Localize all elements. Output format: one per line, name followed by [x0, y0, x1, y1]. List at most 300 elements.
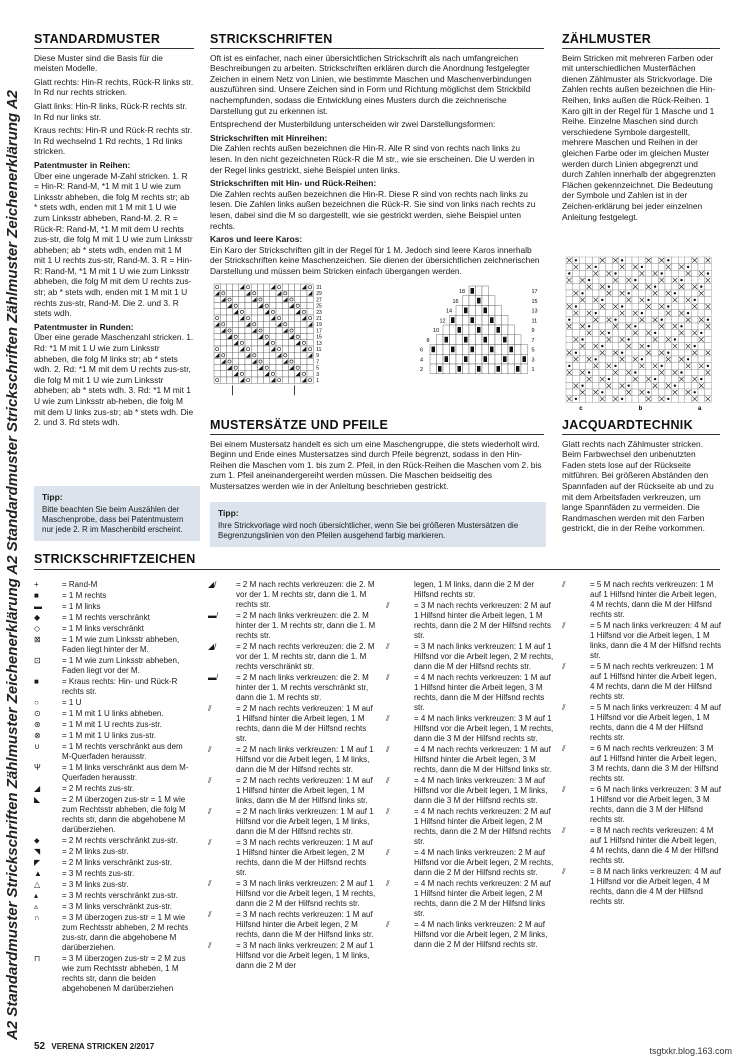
grid-cell	[295, 327, 301, 333]
legend-symbol: ⫽	[562, 703, 566, 712]
dot-mark	[588, 279, 590, 281]
grid-cell	[301, 352, 307, 358]
grid-cell	[652, 277, 659, 284]
grid-cell	[645, 369, 652, 376]
standard-column	[34, 34, 194, 431]
dot-mark	[614, 319, 616, 321]
dot-mark	[647, 345, 649, 347]
grid-cell	[233, 377, 239, 383]
legend-text: = 2 M links verschränkt zus-str.	[62, 858, 173, 867]
legend-text: = 3 M rechts verschränkt zus-str.	[62, 891, 178, 900]
grid-cell	[251, 371, 257, 377]
row-number: 9	[531, 328, 535, 334]
grid-cell	[233, 290, 239, 296]
grid-cell	[220, 371, 226, 377]
grid-cell	[579, 283, 586, 290]
page-number: 52	[34, 1041, 46, 1052]
dot-mark	[621, 398, 623, 400]
grid-cell	[586, 297, 593, 304]
legend-item	[562, 703, 722, 743]
grid-cell	[579, 363, 586, 370]
grid-cell	[264, 334, 270, 340]
grid-cell	[515, 335, 522, 345]
strick-p2: Entsprechend der Musterbildung unterscheiden wir zwei Darstellungsformen:	[210, 119, 496, 130]
grid-cell	[639, 349, 646, 356]
grid-cell	[606, 297, 613, 304]
grid-cell	[443, 345, 450, 355]
grid-cell	[645, 316, 652, 323]
grid-cell	[245, 309, 251, 315]
grid-cell	[652, 343, 659, 350]
grid-cell	[678, 343, 685, 350]
grid-cell	[495, 354, 502, 364]
stitch-mark	[438, 366, 442, 372]
grid-cell	[307, 303, 313, 309]
grid-cell	[606, 343, 613, 350]
legend-symbol: ⫽	[386, 776, 390, 785]
legend-item	[562, 621, 722, 661]
grid-cell	[592, 283, 599, 290]
legend-item	[34, 763, 194, 783]
stitch-mark	[451, 347, 455, 353]
grid-cell	[307, 296, 313, 302]
grid-cell	[495, 335, 502, 345]
row-number: 1	[531, 367, 535, 373]
stitch-mark	[484, 308, 488, 314]
grid-cell	[288, 377, 294, 383]
grid-cell	[220, 321, 226, 327]
legend-symbol: ⫽	[208, 941, 212, 950]
grid-cell	[220, 377, 226, 383]
grid-cell	[469, 354, 476, 364]
grid-cell	[233, 365, 239, 371]
grid-cell	[678, 303, 685, 310]
strick-column	[210, 34, 544, 279]
grid-cell	[463, 315, 470, 325]
legend-text: = 2 M nach links verkreuzen: die 2. M hinter der 1. M rechts verschränkt str, dann die 1. M rechts str.	[236, 673, 369, 702]
legend-item	[34, 836, 194, 846]
grid-cell	[264, 315, 270, 321]
legend-item	[34, 698, 194, 708]
grid-cell	[592, 396, 599, 403]
grid-cell	[678, 297, 685, 304]
grid-cell	[658, 382, 665, 389]
legend-text: = 1 U	[62, 698, 82, 707]
stitch-mark	[445, 356, 449, 362]
legend-col-3	[386, 580, 554, 951]
grid-cell	[665, 369, 672, 376]
row-number: 14	[446, 308, 453, 315]
grid-cell	[251, 340, 257, 346]
grid-cell	[619, 297, 626, 304]
grid-cell	[276, 327, 282, 333]
grid-cell	[226, 284, 232, 290]
stitch-mark	[497, 327, 501, 333]
grid-cell	[645, 323, 652, 330]
grid-cell	[632, 396, 639, 403]
legend-item	[34, 891, 194, 901]
grid-cell	[592, 323, 599, 330]
dot-mark	[581, 338, 583, 340]
legend-item	[208, 807, 376, 837]
grid-cell	[220, 334, 226, 340]
stitch-mark	[471, 347, 475, 353]
grid-cell	[282, 321, 288, 327]
grid-cell	[685, 369, 692, 376]
grid-cell	[632, 336, 639, 343]
legend-text: = 1 M links verschränkt aus dem M-Querfaden herausstr.	[62, 763, 189, 782]
grid-cell	[652, 303, 659, 310]
legend-item	[34, 902, 194, 912]
row-number: 25	[316, 303, 322, 310]
row-number: 9	[316, 353, 319, 360]
grid-cell	[625, 349, 632, 356]
grid-cell	[645, 290, 652, 297]
grid-cell	[295, 334, 301, 340]
legend-text: = 1 M links	[62, 602, 101, 611]
legend-symbol: ⫽	[386, 714, 390, 723]
legend-item	[34, 784, 194, 794]
dot-mark	[667, 398, 669, 400]
legend-symbol: ■	[34, 591, 39, 600]
grid-cell	[251, 352, 257, 358]
grid-cell	[251, 309, 257, 315]
grid-cell	[685, 336, 692, 343]
grid-cell	[270, 321, 276, 327]
grid-cell	[430, 354, 437, 364]
legend-text: = 4 M nach links verkreuzen: 2 M auf Hilfsnd vor die Arbeit legen, 2 M rechts, dann die 2 M der Hilfsnd rechts str.	[414, 848, 554, 877]
grid-cell	[678, 389, 685, 396]
grid-cell	[276, 315, 282, 321]
stitch-mark	[477, 366, 481, 372]
grid-cell	[233, 334, 239, 340]
legend-text: = 8 M nach rechts verkreuzen: 4 M auf 1 Hilfsnd hinter die Arbeit legen, 4 M rechts, dann die 4 M der Hilfsnd rechts str.	[590, 826, 719, 865]
grid-cell	[508, 335, 515, 345]
legend-text: = 3 M nach rechts verkreuzen: 1 M auf 1 Hilfsnd hinter die Arbeit legen, 2 M rechts, dann die M der Hilfsnd rechts str.	[236, 838, 373, 877]
grid-cell	[672, 330, 679, 337]
grid-cell	[456, 315, 463, 325]
grid-cell	[270, 296, 276, 302]
grid-cell	[691, 310, 698, 317]
standard-tip-box	[34, 486, 200, 541]
dot-mark	[694, 345, 696, 347]
grid-cell	[645, 356, 652, 363]
grid-cell	[220, 303, 226, 309]
legend-item	[208, 910, 376, 940]
grid-cell	[573, 283, 580, 290]
dot-mark	[647, 391, 649, 393]
grid-cell	[592, 290, 599, 297]
grid-cell	[586, 389, 593, 396]
legend-text: = 3 M nach links verkreuzen: 2 M auf 1 Hilfsnd vor die Arbeit legen, 1 M rechts, dann die 2 M der Hilfsnd rechts str.	[236, 879, 376, 908]
grid-cell	[257, 315, 263, 321]
stitch-mark	[497, 366, 501, 372]
grid-cell	[264, 377, 270, 383]
grid-cell	[282, 340, 288, 346]
grid-cell	[288, 352, 294, 358]
legend-text: = 3 M nach rechts verkreuzen: 1 M auf Hilfsnd hinter die Arbeit legen, 2 M rechts, dann die M der Hilfsnd links str.	[236, 910, 374, 939]
dot-mark	[707, 272, 709, 274]
legend-text: = 2 M nach links verkreuzen: 1 M auf 1 Hilfsnd vor die Arbeit legen, 1 M links, dann die M der Hilfsnd rechts str.	[236, 745, 374, 774]
dot-mark	[647, 299, 649, 301]
grid-cell	[270, 334, 276, 340]
grid-cell	[698, 264, 705, 271]
dot-mark	[608, 332, 610, 334]
grid-cell	[301, 371, 307, 377]
stitch-mark	[471, 288, 475, 294]
jacquard-text: Glatt rechts nach Zählmuster stricken. Beim Farbwechsel den unbenutzten Faden stets lose auf der Rückseite mitführen. Bei größeren Abständen den Spannfaden auf der Rückseite ab und zu mit dem Arbeitsfaden verkreuzen, um lange Spannfäden zu vermeiden. Die Randmaschen werden mit den Farben gestrickt, die in der Reihe vorkommen.	[562, 438, 714, 534]
grid-cell	[665, 323, 672, 330]
grid-cell	[612, 290, 619, 297]
grid-cell	[632, 270, 639, 277]
grid-cell	[658, 376, 665, 383]
grid-cell	[573, 369, 580, 376]
grid-cell	[579, 303, 586, 310]
grid-cell	[508, 325, 515, 335]
legend-symbol: ◤	[34, 858, 41, 867]
grid-cell	[264, 327, 270, 333]
magazine-name: VERENA STRICKEN 2/2017	[51, 1042, 155, 1051]
grid-cell	[214, 346, 220, 352]
legend-item	[386, 920, 554, 950]
grid-cell	[270, 371, 276, 377]
legend-item	[208, 642, 376, 672]
grid-cell	[301, 334, 307, 340]
grid-cell	[672, 349, 679, 356]
grid-cell	[612, 283, 619, 290]
row-number: 13	[316, 340, 322, 347]
grid-cell	[276, 296, 282, 302]
grid-cell	[502, 364, 509, 374]
grid-cell	[450, 335, 457, 345]
dot-mark	[581, 292, 583, 294]
grid-cell	[214, 377, 220, 383]
grid-cell	[521, 345, 528, 355]
grid-cell	[586, 270, 593, 277]
grid-cell	[639, 376, 646, 383]
grid-cell	[476, 354, 483, 364]
runden-text: Über eine gerade Maschenzahl stricken. 1. Rd: *1 M mit 1 U wie zum Linksstr abheben, die folg M links str; ab * stets wdh. 2. Rd: *1 M mit dem U rechts zus-str, die folg M mit 1 U wie zum Linksstr abheben; ab * stets wdh. 3. Rd: *1 M mit 1 U wie zum Linksstr ab-heben, die folg M mit dem U links zus-str; ab * stets wdh. Die 2. und 3. Rd stets wdh.	[34, 332, 194, 428]
legend-text: = 3 M rechts zus-str.	[62, 869, 135, 878]
legend-text: = 1 M rechts	[62, 591, 107, 600]
stitch-mark	[464, 356, 468, 362]
grid-cell	[645, 336, 652, 343]
legend-text: = Rand-M	[62, 580, 98, 589]
legend-item	[386, 807, 554, 847]
grid-cell	[579, 316, 586, 323]
grid-cell	[270, 352, 276, 358]
grid-cell	[573, 363, 580, 370]
grid-cell	[639, 382, 646, 389]
legend-text: = 2 M nach rechts verkreuzen: 1 M auf 1 Hilfsnd hinter die Arbeit legen, 1 M links, dann die M der Hilfsnd links str.	[236, 776, 373, 805]
grid-cell	[456, 335, 463, 345]
grid-cell	[625, 376, 632, 383]
grid-cell	[579, 356, 586, 363]
grid-cell	[691, 277, 698, 284]
reihen-title: Patentmuster in Reihen:	[34, 159, 131, 170]
muster-column	[210, 420, 544, 495]
grid-cell	[665, 283, 672, 290]
grid-cell	[226, 340, 232, 346]
grid-cell	[515, 354, 522, 364]
legend-symbol: ⊛	[34, 720, 41, 729]
grid-cell	[606, 310, 613, 317]
row-number: 12	[439, 318, 446, 325]
grid-cell	[264, 365, 270, 371]
dot-mark	[621, 259, 623, 261]
grid-cell	[586, 303, 593, 310]
grid-cell	[612, 343, 619, 350]
legend-text: = 1 M rechts verschränkt aus dem M-Querfaden herausstr.	[62, 742, 183, 761]
grid-cell	[586, 382, 593, 389]
grid-cell	[599, 356, 606, 363]
legend-symbol: ⊓	[34, 954, 41, 963]
grid-cell	[658, 330, 665, 337]
grid-cell	[625, 283, 632, 290]
grid-cell	[295, 296, 301, 302]
grid-cell	[672, 316, 679, 323]
grid-cell	[463, 296, 470, 306]
legend-text: = 3 M überzogen zus-str = 2 M zus wie zum Rechtsstr abheben, 1 M rechts str, dann die beiden abgehobenen M darüberziehen	[62, 954, 186, 993]
legend-item	[208, 611, 376, 641]
grid-cell	[685, 257, 692, 264]
grid-cell	[652, 264, 659, 271]
grid-cell	[698, 323, 705, 330]
grid-cell	[515, 345, 522, 355]
grid-cell	[665, 316, 672, 323]
grid-cell	[566, 376, 573, 383]
grid-cell	[625, 330, 632, 337]
grid-cell	[606, 323, 613, 330]
grid-cell	[566, 297, 573, 304]
dot-mark	[568, 365, 570, 367]
grid-cell	[586, 343, 593, 350]
grid-cell	[606, 277, 613, 284]
grid-cell	[233, 358, 239, 364]
legend-symbol	[386, 580, 414, 600]
grid-cell	[639, 257, 646, 264]
grid-cell	[619, 376, 626, 383]
area-label: a	[698, 406, 702, 413]
legend-symbol: ⫽	[386, 807, 390, 816]
grid-cell	[592, 303, 599, 310]
grid-cell	[678, 382, 685, 389]
grid-cell	[658, 343, 665, 350]
grid-cell	[295, 321, 301, 327]
grid-cell	[672, 396, 679, 403]
grid-cell	[489, 364, 496, 374]
stitch-mark	[451, 317, 455, 323]
grid-cell	[566, 310, 573, 317]
dot-mark	[707, 365, 709, 367]
footer	[34, 1041, 154, 1052]
legend-item	[386, 776, 554, 806]
grid-cell	[245, 377, 251, 383]
legend-symbol: ◣	[34, 795, 41, 804]
grid-cell	[239, 358, 245, 364]
grid-cell	[645, 277, 652, 284]
grid-cell	[456, 345, 463, 355]
dot-mark	[680, 371, 682, 373]
legend-item	[34, 602, 194, 612]
grid-cell	[678, 396, 685, 403]
stitch-mark	[523, 356, 527, 362]
grid-cell	[214, 284, 220, 290]
grid-cell	[573, 316, 580, 323]
grid-cell	[579, 270, 586, 277]
grid-cell	[239, 352, 245, 358]
grid-cell	[573, 323, 580, 330]
legend-text: legen, 1 M links, dann die 2 M der Hilfsnd rechts str.	[414, 580, 535, 599]
dot-mark	[588, 325, 590, 327]
grid-cell	[301, 296, 307, 302]
legend-symbol: ⫽	[208, 807, 212, 816]
grid-cell	[257, 340, 263, 346]
grid-cell	[226, 327, 232, 333]
grid-cell	[214, 340, 220, 346]
dot-mark	[674, 292, 676, 294]
legend-symbol: ⫽	[386, 879, 390, 888]
grid-cell	[295, 346, 301, 352]
dot-mark	[654, 378, 656, 380]
legend-text: = 6 M nach links verkreuzen: 3 M auf 1 Hilfsnd vor die Arbeit legen, 3 M rechts, dann die 3 M der Hilfsnd rechts str.	[590, 785, 721, 824]
grid-cell	[276, 346, 282, 352]
grid-cell	[245, 284, 251, 290]
grid-cell	[672, 264, 679, 271]
legend-symbol: ◢/	[208, 642, 217, 651]
dot-mark	[568, 319, 570, 321]
grid-cell	[612, 297, 619, 304]
legend-symbol: ◢	[34, 784, 41, 793]
dot-mark	[595, 358, 597, 360]
sidebar	[0, 0, 30, 1064]
grid-cell	[282, 352, 288, 358]
zaehl-chart	[562, 255, 722, 415]
grid-cell	[288, 358, 294, 364]
grid-cell	[639, 336, 646, 343]
grid-cell	[606, 396, 613, 403]
legend-item	[34, 613, 194, 623]
grid-cell	[698, 297, 705, 304]
reihen-text: Über eine ungerade M-Zahl stricken. 1. R = Hin-R: Rand-M, *1 M mit 1 U wie zum Linksstr abheben, die folg M rechts str; ab * stets wdh, enden mit 1 M mit 1 U wie zum Linksstr abheben, Rand-M. 2. R = Rück-R: Rand-M, *1 M mit dem U rechts zus-str, die folg M mit 1 U wie zum Linksstr abheben; ab * stets wdh, enden mit 1 M mit 1 U rechts zus-str, Rand-M. 3. R = Hin-R: Rand-M, *1 M mit 1 U wie zum Linksstr abheben, die folg M mit dem U rechts zus-str; ab * stets wdh, enden mit 1 M mit 1 U rechts zus-str, Rand-M. Die 2. und 3. R stets wdh.	[34, 170, 193, 319]
legend-text: = 4 M nach rechts verkreuzen: 1 M auf 1 Hilfsnd hinter die Arbeit legen, 3 M rechts, dann die M der Hilfsnd rechts str.	[414, 673, 551, 712]
grid-cell	[456, 306, 463, 316]
row-number: 21	[316, 316, 322, 322]
legend-item	[34, 880, 194, 890]
grid-cell	[456, 354, 463, 364]
row-number: 6	[420, 347, 424, 354]
grid-cell	[282, 315, 288, 321]
row-number: 11	[316, 347, 322, 353]
grid-cell	[658, 264, 665, 271]
grid-cell	[443, 325, 450, 335]
grid-cell	[579, 349, 586, 356]
grid-cell	[295, 352, 301, 358]
grid-cell	[301, 290, 307, 296]
legend-symbol: Ψ	[34, 763, 41, 772]
row-number: 27	[316, 297, 322, 304]
grid-cell	[573, 270, 580, 277]
grid-cell	[295, 303, 301, 309]
legend-text: = 3 M links verschränkt zus-str.	[62, 902, 173, 911]
legend-symbol: ⫽	[562, 621, 566, 630]
legend-text: = 1 M mit 1 U links zus-str.	[62, 731, 157, 740]
grid-cell	[698, 349, 705, 356]
grid-cell	[301, 365, 307, 371]
grid-cell	[573, 389, 580, 396]
grid-cell	[685, 283, 692, 290]
grid-cell	[645, 270, 652, 277]
